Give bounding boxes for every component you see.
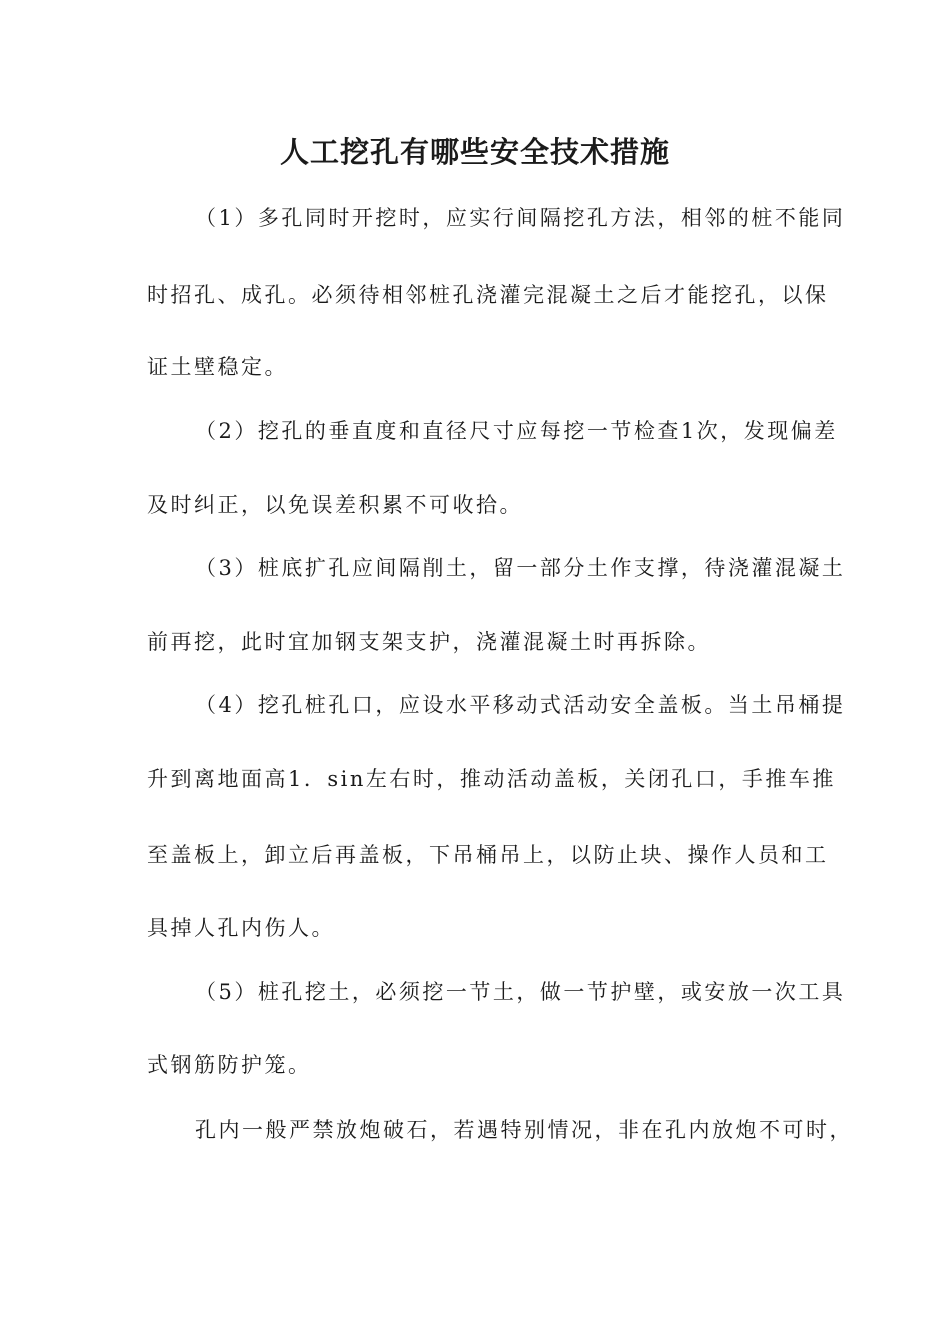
paragraph-4-line-4: 具掉人孔内伤人。 bbox=[147, 916, 335, 940]
paragraph-5-line-1: （5）桩孔挖土，必须挖一节土，做一节护壁，或安放一次工具 bbox=[195, 980, 846, 1004]
paragraph-1-line-2: 时招孔、成孔。必须待相邻桩孔浇灌完混凝土之后才能挖孔，以保 bbox=[147, 283, 829, 307]
paragraph-1-line-1: （1）多孔同时开挖时，应实行间隔挖孔方法，相邻的桩不能同 bbox=[195, 206, 846, 230]
paragraph-2-line-1: （2）挖孔的垂直度和直径尺寸应每挖一节检查1次，发现偏差 bbox=[195, 419, 838, 443]
document-title: 人工挖孔有哪些安全技术措施 bbox=[279, 135, 670, 169]
paragraph-4-line-3: 至盖板上，卸立后再盖板，下吊桶吊上，以防止块、操作人员和工 bbox=[147, 843, 829, 867]
paragraph-3-line-1: （3）桩底扩孔应间隔削土，留一部分土作支撑，待浇灌混凝土 bbox=[195, 556, 846, 580]
paragraph-6-line-1: 孔内一般严禁放炮破石，若遇特别情况，非在孔内放炮不可时， bbox=[195, 1118, 853, 1142]
paragraph-1-line-3: 证土壁稳定。 bbox=[147, 355, 288, 379]
paragraph-5-line-2: 式钢筋防护笼。 bbox=[147, 1053, 312, 1077]
paragraph-4-line-1: （4）挖孔桩孔口，应设水平移动式活动安全盖板。当土吊桶提 bbox=[195, 693, 846, 717]
paragraph-4-line-2: 升到离地面高1．sin左右时，推动活动盖板，关闭孔口，手推车推 bbox=[147, 767, 836, 791]
paragraph-3-line-2: 前再挖，此时宜加钢支架支护，浇灌混凝土时再拆除。 bbox=[147, 630, 711, 654]
paragraph-2-line-2: 及时纠正，以免误差积累不可收拾。 bbox=[147, 493, 523, 517]
